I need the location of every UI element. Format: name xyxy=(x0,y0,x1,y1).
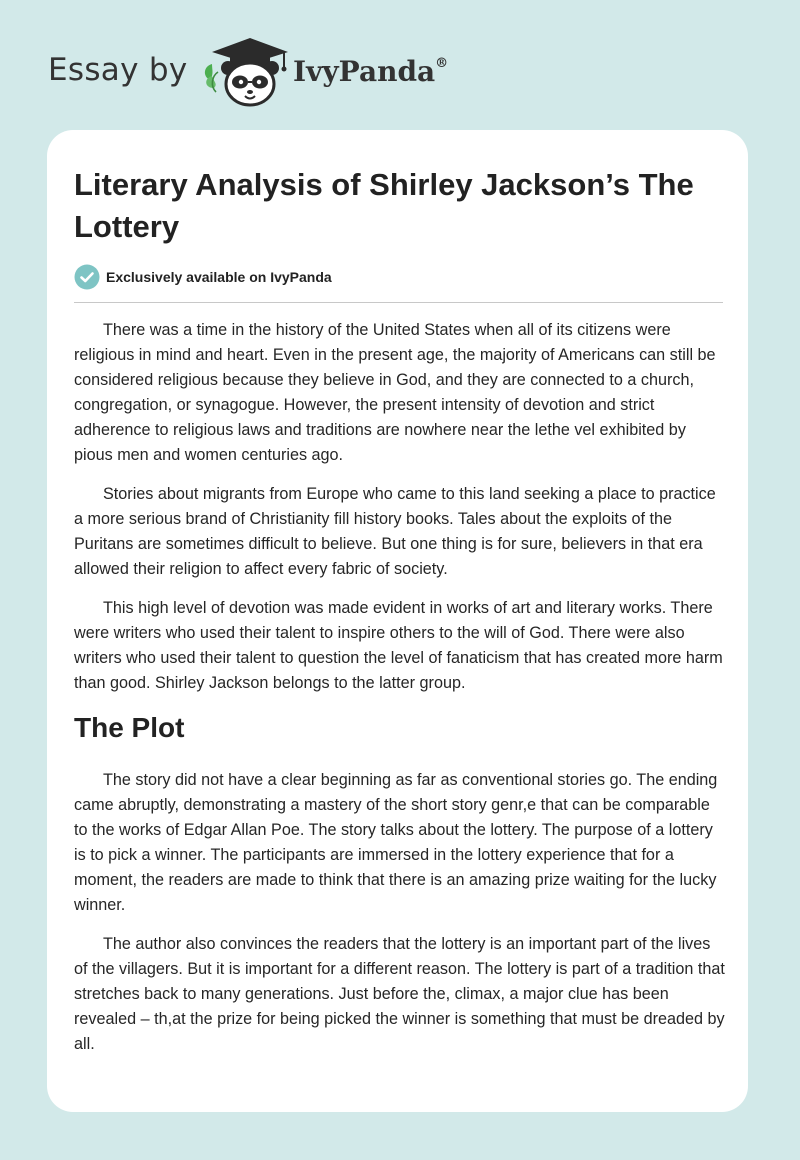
paragraph: The author also convinces the readers that the lottery is an important part of the lives of the villagers. But it is important for a different reason. The lottery is part of a tradition that stretches back to many generations. Just before the, climax, a major clue has been revealed – th,at the prize for being picked the winner is something that must be dreaded by all. xyxy=(74,935,725,1053)
registered-mark: ® xyxy=(435,55,449,71)
page-title: Literary Analysis of Shirley Jackson’s The Lottery xyxy=(74,167,694,244)
brand-prefix: Essay by xyxy=(48,52,188,88)
brand-name[interactable] xyxy=(293,55,448,88)
check-circle-icon xyxy=(74,264,100,290)
section-heading: The Plot xyxy=(74,712,185,743)
divider xyxy=(74,302,723,303)
paragraph: The story did not have a clear beginning as far as conventional stories go. The ending came abruptly, demonstrating a mastery of the short story genr,e that can be comparable to the works of Edgar Allan Poe. The story talks about the lottery. The purpose of a lottery is to pick a winner. The participants are immersed in the lottery experience that for a moment, the readers are made to think that there is an amazing prize waiting for the lucky winner. xyxy=(74,771,718,914)
essay-body xyxy=(74,318,726,1071)
essay-card xyxy=(47,130,748,1112)
paragraph: Stories about migrants from Europe who came to this land seeking a place to practice a more serious brand of Christianity fill history books. Tales about the exploits of the Puritans are sometimes difficult to believe. But one thing is for sure, believers in that era allowed their religion to affect every fabric of society. xyxy=(74,485,716,578)
badge-text: Exclusively available on IvyPanda xyxy=(106,269,332,285)
site-header xyxy=(0,0,800,130)
paragraph: There was a time in the history of the United States when all of its citizens were religious in mind and heart. Even in the present age, the majority of Americans can still be considered religious because they believe in God, and they are connected to a church, congregation, or synagogue. However, the present intensity of devotion and strict adherence to religious laws and traditions are nowhere near the lethe vel exhibited by pious men and women centuries ago. xyxy=(74,321,716,464)
brand-name-text: IvyPanda xyxy=(293,55,436,88)
paragraph: This high level of devotion was made evident in works of art and literary works. There were writers who used their talent to inspire others to the will of God. There were also writers who used their talent to question the level of fanaticism that has created more harm than good. Shirley Jackson belongs to the latter group. xyxy=(74,599,723,692)
exclusive-badge xyxy=(74,264,332,290)
panda-graduate-icon[interactable] xyxy=(200,36,300,108)
